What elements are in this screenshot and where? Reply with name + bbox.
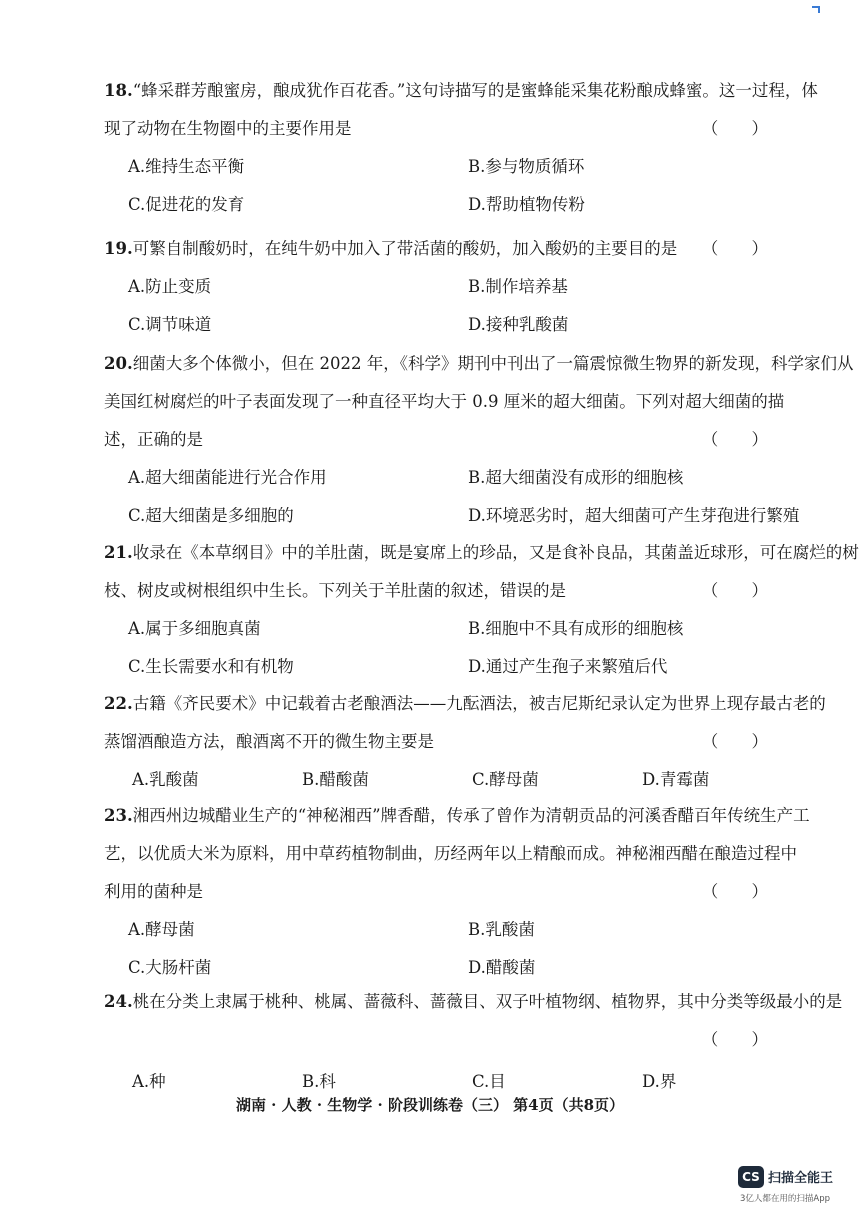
answer-parentheses: （ ）: [701, 239, 782, 258]
question-line: [104, 421, 784, 459]
option-b: B.制作培养基: [468, 277, 568, 296]
option-c: C.促进花的发育: [128, 195, 245, 214]
option-a: A.种: [132, 1072, 166, 1091]
options-row: [104, 761, 784, 799]
options-grid: [104, 268, 784, 344]
option-b: B.醋酸菌: [302, 770, 369, 789]
question-line: [104, 383, 784, 421]
option-d: D.帮助植物传粉: [468, 195, 585, 214]
option-c: C.生长需要水和有机物: [128, 657, 294, 676]
question-text: 可繁自制酸奶时，在纯牛奶中加入了带活菌的酸奶，加入酸奶的主要目的是: [132, 239, 678, 258]
scanner-watermark: [738, 1166, 848, 1206]
option-b: B.科: [302, 1072, 336, 1091]
question-text: “蜂采群芳酿蜜房，酿成犹作百花香。”这句诗描写的是蜜蜂能采集花粉酿成蜂蜜。这一过程，体: [132, 81, 818, 100]
options-grid: [104, 459, 800, 535]
option-c: C.目: [472, 1072, 506, 1091]
question-line: [104, 572, 784, 610]
question-number: 23.: [104, 806, 133, 825]
question-line: [104, 873, 784, 911]
question-text: 利用的菌种是: [104, 882, 203, 901]
question-number: 20.: [104, 354, 133, 373]
question-text: 桃在分类上隶属于桃种、桃属、蔷薇科、蔷薇目、双子叶植物纲、植物界，其中分类等级最小的是: [132, 992, 843, 1011]
camscanner-logo-icon: CS: [738, 1166, 764, 1188]
option-a: A.超大细菌能进行光合作用: [128, 468, 327, 487]
question-number: 22.: [104, 694, 133, 713]
question-21: [104, 534, 859, 686]
option-d: D.环境恶劣时，超大细菌可产生芽孢进行繁殖: [468, 506, 800, 525]
option-d: D.通过产生孢子来繁殖后代: [468, 657, 668, 676]
question-number: 18.: [104, 81, 133, 100]
question-text: 细菌大多个体微小，但在 2022 年，《科学》期刊中刊出了一篇震惊微生物界的新发现，科学家们从: [132, 354, 854, 373]
options-grid: [104, 610, 784, 686]
option-c: C.大肠杆菌: [128, 958, 212, 977]
option-a: A.酵母菌: [128, 920, 195, 939]
question-number: 19.: [104, 239, 133, 258]
question-line: [104, 835, 797, 873]
option-c: C.超大细菌是多细胞的: [128, 506, 294, 525]
option-b: B.乳酸菌: [468, 920, 535, 939]
question-22: [104, 685, 826, 799]
question-line: [104, 72, 818, 110]
scanner-tagline: 3亿人都在用的扫描App: [740, 1194, 831, 1204]
option-a: A.乳酸菌: [132, 770, 199, 789]
scanner-app-name: 扫描全能王: [768, 1171, 834, 1186]
question-24: [104, 983, 843, 1101]
page-footer: 湖南 · 人教 · 生物学 · 阶段训练卷（三） 第4页（共8页）: [235, 1096, 625, 1114]
question-line: [104, 797, 810, 835]
question-text: 蒸馏酒酿造方法，酿酒离不开的微生物主要是: [104, 732, 434, 751]
question-text: 湘西州边城醋业生产的“神秘湘西”牌香醋，传承了曾作为清朝贡品的河溪香醋百年传统生产工: [132, 806, 810, 825]
option-b: B.细胞中不具有成形的细胞核: [468, 619, 684, 638]
options-grid: [104, 148, 784, 224]
question-19: [104, 230, 784, 344]
question-text: 枝、树皮或树根组织中生长。下列关于羊肚菌的叙述，错误的是: [104, 581, 566, 600]
question-text: 述，正确的是: [104, 430, 203, 449]
option-a: A.维持生态平衡: [128, 157, 245, 176]
option-a: A.属于多细胞真菌: [128, 619, 261, 638]
question-text: 艺，以优质大米为原料，用中草药植物制曲，历经两年以上精酿而成。神秘湘西醋在酿造过程中: [104, 844, 797, 863]
question-line: [104, 723, 784, 761]
answer-parentheses: （ ）: [701, 882, 782, 901]
question-text: 美国红树腐烂的叶子表面发现了一种直径平均大于 0.9 厘米的超大细菌。下列对超大细菌的描: [104, 392, 785, 411]
question-line: [104, 983, 843, 1021]
option-b: B.参与物质循环: [468, 157, 585, 176]
option-c: C.调节味道: [128, 315, 212, 334]
answer-parentheses: （ ）: [701, 581, 782, 600]
option-d: D.接种乳酸菌: [468, 315, 569, 334]
answer-parentheses: （ ）: [701, 732, 782, 751]
question-text: 古籍《齐民要术》中记载着古老酿酒法——九酝酒法，被吉尼斯纪录认定为世界上现存最古老的: [132, 694, 826, 713]
option-a: A.防止变质: [128, 277, 212, 296]
question-line: [104, 345, 854, 383]
question-line: [104, 685, 826, 723]
corner-mark-icon: [812, 6, 820, 13]
question-line: [104, 1021, 784, 1059]
question-number: 21.: [104, 543, 133, 562]
answer-parentheses: （ ）: [701, 430, 782, 449]
question-line: [104, 110, 784, 148]
option-d: D.青霉菌: [642, 770, 710, 789]
question-23: [104, 797, 810, 987]
question-20: [104, 345, 854, 535]
question-text: 收录在《本草纲目》中的羊肚菌，既是宴席上的珍品，又是食补良品，其菌盖近球形，可在腐烂的树: [132, 543, 859, 562]
answer-parentheses: （ ）: [701, 1030, 782, 1049]
question-number: 24.: [104, 992, 133, 1011]
option-d: D.界: [642, 1072, 677, 1091]
option-c: C.酵母菌: [472, 770, 539, 789]
question-line: [104, 230, 784, 268]
question-18: [104, 72, 818, 224]
option-d: D.醋酸菌: [468, 958, 536, 977]
answer-parentheses: （ ）: [701, 119, 782, 138]
option-b: B.超大细菌没有成形的细胞核: [468, 468, 684, 487]
options-grid: [104, 911, 784, 987]
question-line: [104, 534, 859, 572]
question-text: 现了动物在生物圈中的主要作用是: [104, 119, 352, 138]
